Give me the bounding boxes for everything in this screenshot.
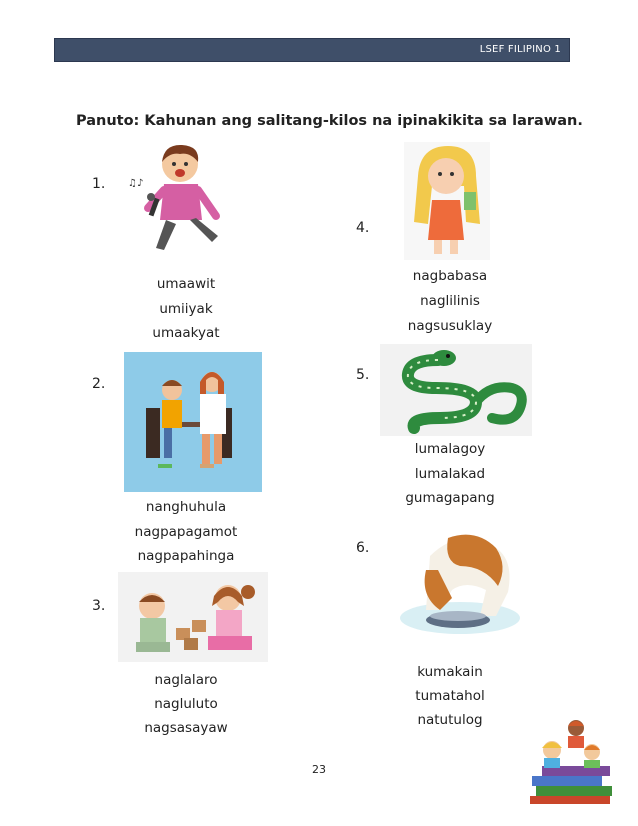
item-5-option-1[interactable]: lumalagoy (414, 441, 486, 457)
item-3-option-1[interactable]: naglalaro (154, 672, 218, 688)
item-6-option-2[interactable]: tumatahol (415, 688, 485, 704)
item-2-option-2[interactable]: nagpapagamot (134, 524, 238, 540)
header-bar (54, 38, 570, 62)
page-number: 23 (312, 763, 326, 776)
children-playing-icon (118, 572, 268, 662)
instruction-text: Panuto: Kahunan ang salitang-kilos na ipinakikita sa larawan. (76, 113, 583, 129)
svg-text:♫♪: ♫♪ (128, 178, 144, 189)
item-1-option-2[interactable]: umiiyak (159, 301, 213, 317)
item-5-option-2[interactable]: lumalakad (414, 466, 486, 482)
kids-on-books-icon (528, 716, 618, 808)
item-2-option-1[interactable]: nanghuhula (145, 499, 227, 515)
item-3-option-3[interactable]: nagsasayaw (144, 720, 228, 736)
item-6-option-1[interactable]: kumakain (417, 664, 483, 680)
item-1-number: 1. (92, 176, 106, 192)
item-4-number: 4. (356, 220, 370, 236)
item-3-number: 3. (92, 598, 106, 614)
item-4-option-2[interactable]: naglilinis (420, 293, 480, 309)
item-1-option-3[interactable]: umaakyat (152, 325, 220, 341)
girl-combing-hair-icon (404, 142, 490, 260)
doctor-checkup-icon (124, 352, 262, 492)
header-label: LSEF FILIPINO 1 (479, 44, 561, 55)
snake-icon (380, 344, 532, 436)
item-3-option-2[interactable]: nagluluto (154, 696, 218, 712)
item-4-option-3[interactable]: nagsusuklay (407, 318, 493, 334)
item-4-option-1[interactable]: nagbabasa (412, 268, 488, 284)
item-2-option-3[interactable]: nagpapahinga (137, 548, 235, 564)
item-6-option-3[interactable]: natutulog (417, 712, 483, 728)
item-1-option-1[interactable]: umaawit (156, 276, 216, 292)
item-5-number: 5. (356, 367, 370, 383)
item-6-number: 6. (356, 540, 370, 556)
boy-singing-icon (126, 142, 226, 258)
dog-eating-icon (396, 526, 526, 638)
item-2-number: 2. (92, 376, 106, 392)
item-5-option-3[interactable]: gumagapang (405, 490, 495, 506)
